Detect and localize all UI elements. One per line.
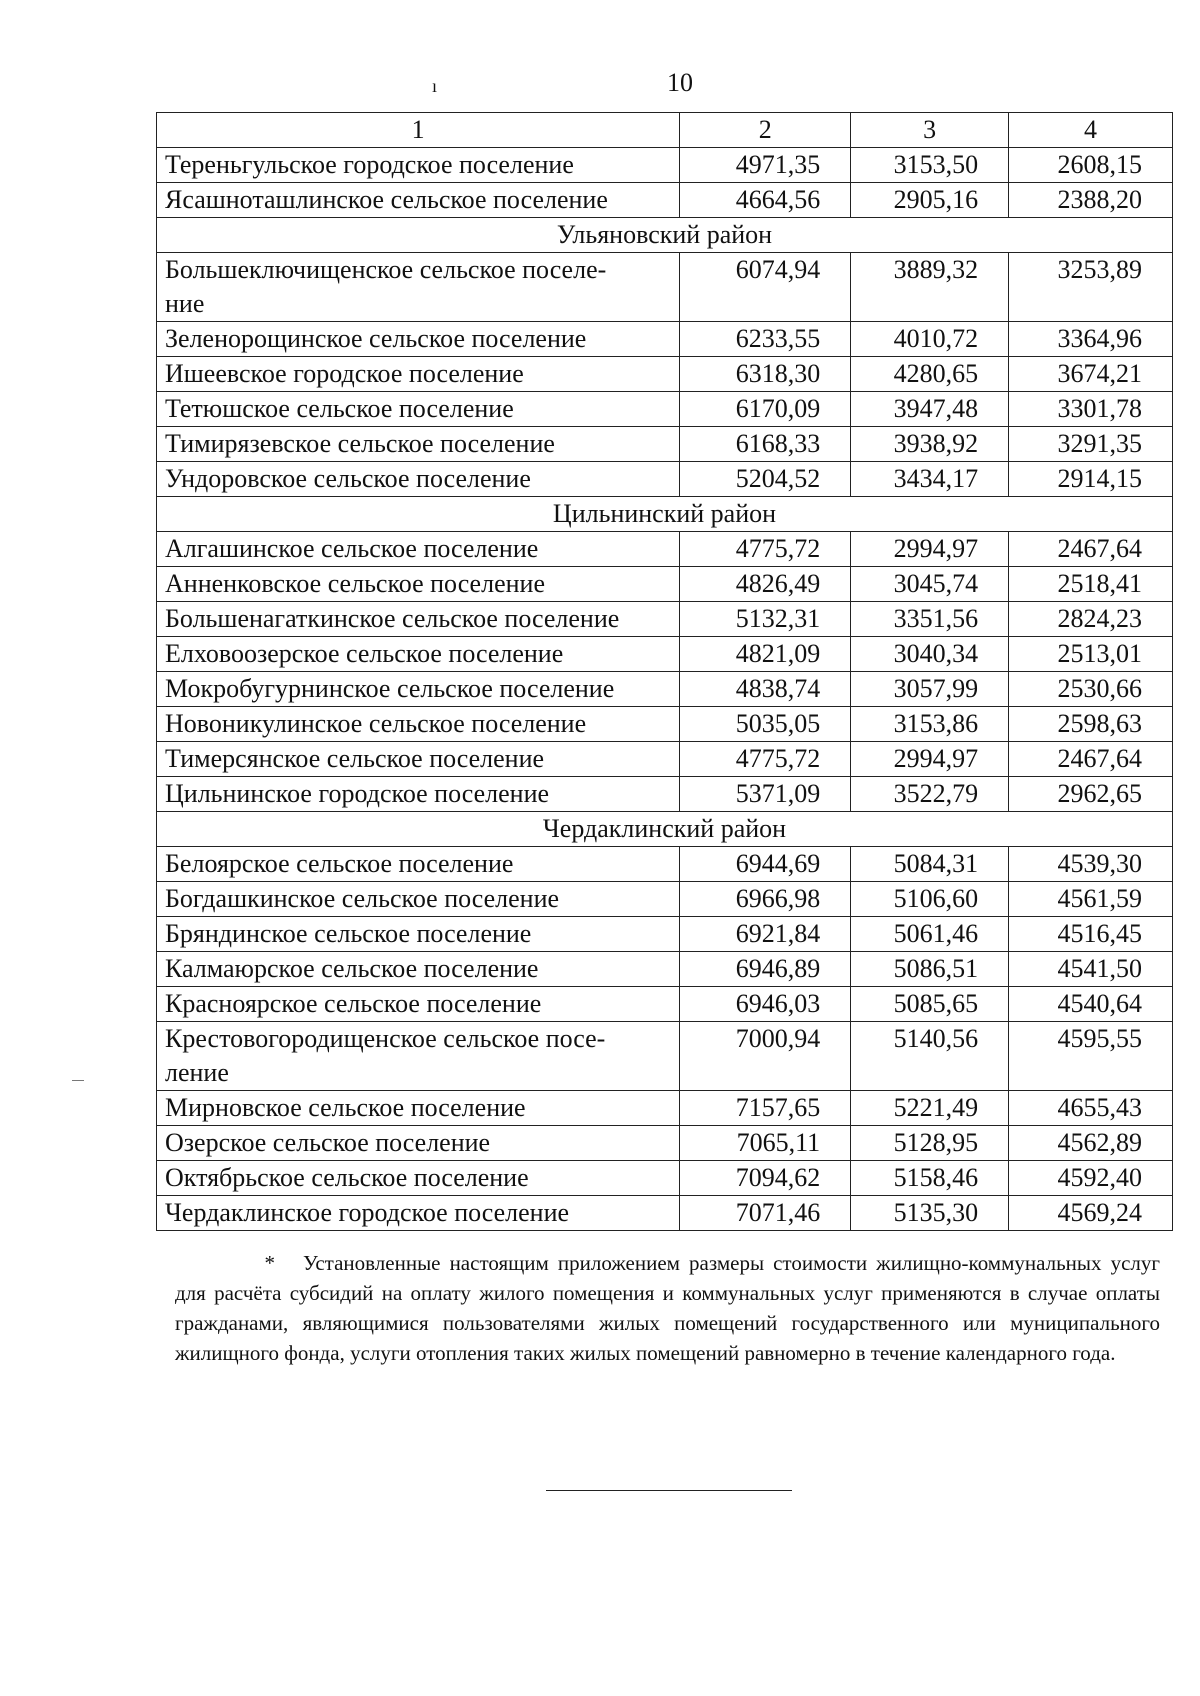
value-column-2: 4826,49 — [680, 567, 851, 602]
table-row — [157, 952, 1173, 987]
settlement-name: Калмаюрское сельское поселение — [165, 954, 539, 983]
district-heading: Цильнинский район — [157, 497, 1173, 532]
settlement-name-cell — [157, 707, 680, 742]
value-column-2: 6966,98 — [680, 882, 851, 917]
table-row — [157, 532, 1173, 567]
settlement-name: Цильнинское городское поселение — [165, 779, 550, 808]
settlement-name-cell — [157, 1126, 680, 1161]
column-number-3: 3 — [851, 113, 1009, 148]
district-heading-row — [157, 218, 1173, 253]
value-column-2: 7000,94 — [680, 1022, 851, 1091]
value-column-3: 3351,56 — [851, 602, 1009, 637]
column-number-2: 2 — [680, 113, 851, 148]
district-heading: Чердаклинский район — [157, 812, 1173, 847]
scan-tick-mark: ı — [432, 76, 438, 96]
table-row — [157, 567, 1173, 602]
settlement-name: Алгашинское сельское поселение — [165, 534, 539, 563]
table-row — [157, 742, 1173, 777]
table-row — [157, 1196, 1173, 1231]
value-column-4: 2388,20 — [1009, 183, 1173, 218]
settlement-name: Октябрьское сельское поселение — [165, 1163, 529, 1192]
settlement-name: Анненковское сельское поселение — [165, 569, 545, 598]
settlement-name: Тимерсянское сельское поселение — [165, 744, 545, 773]
value-column-2: 7065,11 — [680, 1126, 851, 1161]
table-row — [157, 1126, 1173, 1161]
value-column-3: 5084,31 — [851, 847, 1009, 882]
table-row — [157, 462, 1173, 497]
table-row — [157, 637, 1173, 672]
value-column-3: 5140,56 — [851, 1022, 1009, 1091]
settlement-name: Бряндинское сельское поселение — [165, 919, 532, 948]
value-column-2: 6168,33 — [680, 427, 851, 462]
settlement-name-cell — [157, 1196, 680, 1231]
value-column-4: 2467,64 — [1009, 742, 1173, 777]
value-column-2: 4775,72 — [680, 742, 851, 777]
value-column-4: 4561,59 — [1009, 882, 1173, 917]
settlement-name-cell — [157, 847, 680, 882]
settlement-name-cell — [157, 882, 680, 917]
table-row — [157, 1161, 1173, 1196]
value-column-4: 3674,21 — [1009, 357, 1173, 392]
value-column-4: 3291,35 — [1009, 427, 1173, 462]
value-column-3: 5221,49 — [851, 1091, 1009, 1126]
value-column-4: 2530,66 — [1009, 672, 1173, 707]
table-row — [157, 707, 1173, 742]
value-column-4: 4655,43 — [1009, 1091, 1173, 1126]
margin-dash — [72, 1080, 84, 1081]
settlement-name: Большеключищенское сельское поселе- ние — [165, 255, 607, 318]
value-column-4: 3253,89 — [1009, 253, 1173, 322]
value-column-3: 3947,48 — [851, 392, 1009, 427]
settlement-name: Большенагаткинское сельское поселение — [165, 604, 620, 633]
value-column-2: 6318,30 — [680, 357, 851, 392]
value-column-4: 2513,01 — [1009, 637, 1173, 672]
settlement-name-cell — [157, 357, 680, 392]
settlement-name-cell — [157, 1091, 680, 1126]
value-column-4: 3364,96 — [1009, 322, 1173, 357]
settlement-name: Крестовогородищенское сельское посе- ление — [165, 1024, 606, 1087]
value-column-3: 4010,72 — [851, 322, 1009, 357]
value-column-3: 3938,92 — [851, 427, 1009, 462]
settlement-name: Тимирязевское сельское поселение — [165, 429, 555, 458]
value-column-3: 3153,86 — [851, 707, 1009, 742]
end-of-document-rule — [546, 1490, 792, 1491]
value-column-3: 3153,50 — [851, 148, 1009, 183]
value-column-3: 3434,17 — [851, 462, 1009, 497]
settlement-name: Мокробугурнинское сельское поселение — [165, 674, 615, 703]
value-column-2: 4838,74 — [680, 672, 851, 707]
settlement-name: Ишеевское городское поселение — [165, 359, 524, 388]
settlement-name: Ундоровское сельское поселение — [165, 464, 531, 493]
table-row — [157, 987, 1173, 1022]
table-row — [157, 672, 1173, 707]
settlement-name: Богдашкинское сельское поселение — [165, 884, 560, 913]
table-row — [157, 392, 1173, 427]
value-column-3: 5106,60 — [851, 882, 1009, 917]
settlement-name-cell — [157, 532, 680, 567]
page-number: 10 — [667, 68, 693, 97]
value-column-2: 6921,84 — [680, 917, 851, 952]
column-number-4: 4 — [1009, 113, 1173, 148]
settlement-name-cell — [157, 1022, 680, 1091]
value-column-3: 2905,16 — [851, 183, 1009, 218]
value-column-4: 2914,15 — [1009, 462, 1173, 497]
settlement-name-cell — [157, 322, 680, 357]
value-column-3: 3057,99 — [851, 672, 1009, 707]
settlement-name: Красноярское сельское поселение — [165, 989, 542, 1018]
settlement-name: Мирновское сельское поселение — [165, 1093, 526, 1122]
table-row — [157, 602, 1173, 637]
table-row — [157, 777, 1173, 812]
settlement-name-cell — [157, 952, 680, 987]
value-column-3: 5128,95 — [851, 1126, 1009, 1161]
value-column-4: 2962,65 — [1009, 777, 1173, 812]
settlement-name: Белоярское сельское поселение — [165, 849, 514, 878]
settlement-name: Тереньгульское городское поселение — [165, 150, 574, 179]
settlement-name: Ясашноташлинское сельское поселение — [165, 185, 608, 214]
settlement-name: Чердаклинское городское поселение — [165, 1198, 570, 1227]
value-column-2: 6233,55 — [680, 322, 851, 357]
column-number-row — [157, 113, 1173, 148]
district-heading: Ульяновский район — [157, 218, 1173, 253]
value-column-4: 4516,45 — [1009, 917, 1173, 952]
value-column-2: 5035,05 — [680, 707, 851, 742]
table-row — [157, 148, 1173, 183]
value-column-4: 2467,64 — [1009, 532, 1173, 567]
value-column-4: 4592,40 — [1009, 1161, 1173, 1196]
cost-table-body — [157, 113, 1173, 1231]
settlement-name-cell — [157, 917, 680, 952]
value-column-2: 6074,94 — [680, 253, 851, 322]
value-column-4: 2598,63 — [1009, 707, 1173, 742]
settlement-name-cell — [157, 987, 680, 1022]
value-column-2: 4664,56 — [680, 183, 851, 218]
value-column-3: 3522,79 — [851, 777, 1009, 812]
table-row — [157, 253, 1173, 322]
settlement-name-cell — [157, 602, 680, 637]
table-row — [157, 183, 1173, 218]
district-heading-row — [157, 812, 1173, 847]
settlement-name-cell — [157, 742, 680, 777]
settlement-name: Зеленорощинское сельское поселение — [165, 324, 587, 353]
value-column-2: 6170,09 — [680, 392, 851, 427]
table-row — [157, 1022, 1173, 1091]
value-column-4: 2608,15 — [1009, 148, 1173, 183]
footnote — [175, 1248, 1160, 1368]
value-column-3: 5061,46 — [851, 917, 1009, 952]
settlement-name: Елховоозерское сельское поселение — [165, 639, 564, 668]
settlement-name-cell — [157, 427, 680, 462]
value-column-2: 7071,46 — [680, 1196, 851, 1231]
value-column-4: 3301,78 — [1009, 392, 1173, 427]
settlement-name: Тетюшское сельское поселение — [165, 394, 514, 423]
value-column-3: 3040,34 — [851, 637, 1009, 672]
value-column-3: 4280,65 — [851, 357, 1009, 392]
value-column-4: 4569,24 — [1009, 1196, 1173, 1231]
settlement-name-cell — [157, 637, 680, 672]
value-column-2: 5204,52 — [680, 462, 851, 497]
footnote-text: Установленные настоящим приложением размеры стоимости жилищно-коммунальных услуг для расчёта субсидий на оплату жилого помещения и коммунальных услуг применяются в случае оплаты гражданами, являющимися пользователями жилых помещений государственного или муниципального жилищного фонда, услуги отопления таких жилых помещений равномерно в течение календарного года. — [175, 1251, 1160, 1365]
value-column-4: 4541,50 — [1009, 952, 1173, 987]
settlement-name: Озерское сельское поселение — [165, 1128, 491, 1157]
value-column-3: 3889,32 — [851, 253, 1009, 322]
value-column-2: 5132,31 — [680, 602, 851, 637]
value-column-4: 4595,55 — [1009, 1022, 1173, 1091]
table-row — [157, 917, 1173, 952]
value-column-2: 5371,09 — [680, 777, 851, 812]
table-row — [157, 847, 1173, 882]
settlement-name-cell — [157, 672, 680, 707]
value-column-4: 2824,23 — [1009, 602, 1173, 637]
footnote-marker: * — [264, 1251, 275, 1275]
settlement-name-cell — [157, 567, 680, 602]
value-column-3: 2994,97 — [851, 532, 1009, 567]
settlement-name-cell — [157, 777, 680, 812]
settlement-name-cell — [157, 253, 680, 322]
value-column-3: 5086,51 — [851, 952, 1009, 987]
value-column-2: 4821,09 — [680, 637, 851, 672]
table-row — [157, 357, 1173, 392]
settlement-name-cell — [157, 392, 680, 427]
value-column-3: 5085,65 — [851, 987, 1009, 1022]
district-heading-row — [157, 497, 1173, 532]
settlement-name-cell — [157, 183, 680, 218]
table-row — [157, 1091, 1173, 1126]
value-column-3: 3045,74 — [851, 567, 1009, 602]
value-column-2: 7157,65 — [680, 1091, 851, 1126]
value-column-2: 4775,72 — [680, 532, 851, 567]
settlement-name-cell — [157, 148, 680, 183]
table-row — [157, 882, 1173, 917]
value-column-2: 6946,03 — [680, 987, 851, 1022]
value-column-2: 4971,35 — [680, 148, 851, 183]
table-row — [157, 322, 1173, 357]
value-column-4: 4562,89 — [1009, 1126, 1173, 1161]
value-column-2: 7094,62 — [680, 1161, 851, 1196]
value-column-4: 4540,64 — [1009, 987, 1173, 1022]
value-column-3: 2994,97 — [851, 742, 1009, 777]
settlement-name-cell — [157, 1161, 680, 1196]
settlement-name-cell — [157, 462, 680, 497]
value-column-4: 4539,30 — [1009, 847, 1173, 882]
cost-table — [156, 112, 1173, 1231]
value-column-4: 2518,41 — [1009, 567, 1173, 602]
value-column-3: 5158,46 — [851, 1161, 1009, 1196]
settlement-name: Новоникулинское сельское поселение — [165, 709, 587, 738]
value-column-3: 5135,30 — [851, 1196, 1009, 1231]
value-column-2: 6944,69 — [680, 847, 851, 882]
table-row — [157, 427, 1173, 462]
column-number-1: 1 — [157, 113, 680, 148]
value-column-2: 6946,89 — [680, 952, 851, 987]
